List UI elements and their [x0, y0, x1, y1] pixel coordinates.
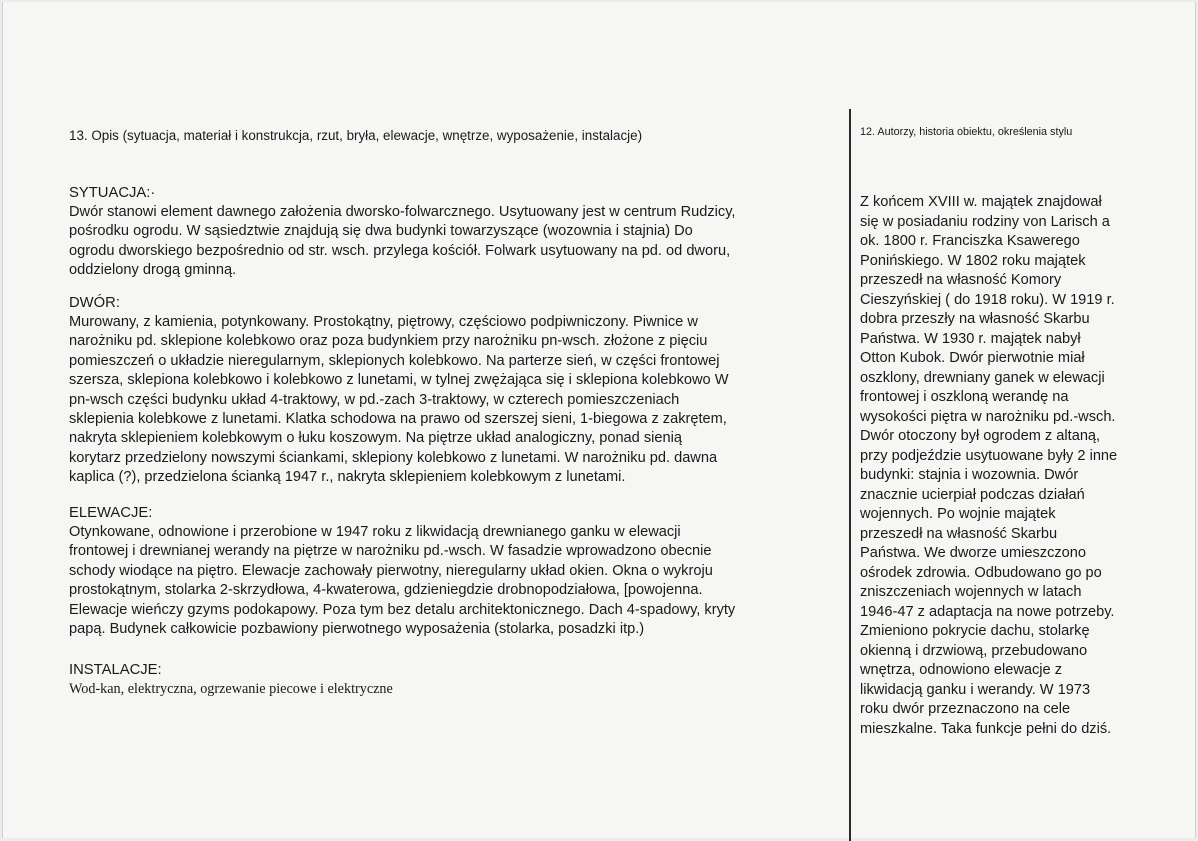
section-body-dwor: Murowany, z kamienia, potynkowany. Prostokątny, piętrowy, częściowo podpiwniczony. Piwnice w narożniku pd. sklepione kolebkowo oraz poza budynkiem przy narożniku pn-wsch. złożone z pięciu pomieszczeń o układzie nieregularnym, sklepionych kolebkowo. Na parterze sień, w części frontowej szersza, sklepiona kolebkowo i kolebkowo z lunetami, w tylnej zwężająca się i sklepiona kolebkowo W pn-wsch części budynku układ 4-traktowy, w pd.-zach 3-traktowy, w czterech pomieszczeniach sklepienia kolebkowe z lunetami. Klatka schodowa na prawo od szerszej sieni, 1-biegowa z zakrętem, nakryta sklepieniem kolebkowym o łuku koszowym. Na piętrze układ analogiczny, ponad sienią korytarz przedzielony nowszymi ściankami, sklepiony kolebkowo z lunetami. W narożniku pd. dawna kaplica (?), przedzielona ścianką 1947 r., nakryta sklepieniem kolebkowym z lunetami.: [69, 314, 729, 486]
section-body-elewacje: Otynkowane, odnowione i przerobione w 1947 roku z likwidacją drewnianego ganku w elewacji frontowej i drewnianej werandy na piętrze w narożniku pd.-wsch. W fasadzie wprowadzono obecnie schody wiodące na piętro. Elewacje zachowały pierwotny, nieregularny układ okien. Okna o wykroju prostokątnym, stolarka 2-skrzydłowa, 4-kwaterowa, gdzieniegdzie drobnopodziałowa, [powojenna. Elewacje wieńczy gzyms podokapowy. Poza tym bez detalu architektonicznego. Dach 4-spadowy, kryty papą. Budynek całkowicie pozbawiony pierwotnego wyposażenia (stolarka, posadzki itp.): [69, 524, 736, 638]
section-title-dwor: DWÓR:: [69, 295, 120, 311]
section-sytuacja: [69, 183, 849, 281]
section-title-instalacje: INSTALACJE:: [69, 662, 162, 678]
section-body-instalacje: Wod-kan, elektryczna, ogrzewanie piecowe i elektryczne: [69, 681, 393, 697]
history-text: Z końcem XVIII w. majątek znajdował się w posiadaniu rodziny von Larisch a ok. 1800 r. Franciszka Ksawerego Ponińskiego. W 1802 roku majątek przeszedł na własność Komory Cieszyńskiej ( do 1918 roku). W 1919 r. dobra przeszły na własność Skarbu Państwa. W 1930 r. majątek nabył Otton Kubok. Dwór pierwotnie miał oszklony, drewniany ganek w elewacji frontowej i oszkloną werandę na wysokości piętra w narożniku pd.-wsch. Dwór otoczony był ogrodem z altaną, przy podjeździe usytuowane były 2 inne budynki: stajnia i wozownia. Dwór znacznie ucierpiał podczas działań wojennych. Po wojnie majątek przeszedł na własność Skarbu Państwa. We dworze umieszczono ośrodek zdrowia. Odbudowano go po zniszczeniach wojennych w latach 1946-47 z adaptacja na nowe potrzeby. Zmieniono pokrycie dachu, stolarkę okienną i drzwiową, przebudowano wnętrza, odnowiono elewacje z likwidacją ganku i werandy. W 1973 roku dwór przeznaczono na cele mieszkalne. Taka funkcje pełni do dziś.: [860, 194, 1118, 737]
section-body-sytuacja: Dwór stanowi element dawnego założenia dworsko-folwarcznego. Usytuowany jest w centrum Rudzicy, pośrodku ogrodu. W sąsiedztwie znajdują się dwa budynki towarzyszące (wozownia i stajnia) Do ogrodu dworskiego bezpośrednio od str. wsch. przylega kościół. Folwark usytuowany na pd. od dworu, oddzielony drogą gminną.: [69, 204, 736, 279]
section-instalacje: [69, 660, 849, 699]
section-title-sytuacja: SYTUACJA:·: [69, 185, 156, 201]
column-divider: [849, 109, 851, 841]
history-header: 12. Autorzy, historia obiektu, określenia stylu: [860, 126, 1073, 138]
section-elewacje: [69, 503, 849, 639]
section-title-elewacje: ELEWACJE:: [69, 505, 153, 521]
section-dwor: [69, 293, 849, 488]
description-header: 13. Opis (sytuacja, materiał i konstrukcja, rzut, bryła, elewacje, wnętrze, wyposażenie, instalacje): [69, 128, 643, 143]
document-page: [2, 2, 1196, 838]
